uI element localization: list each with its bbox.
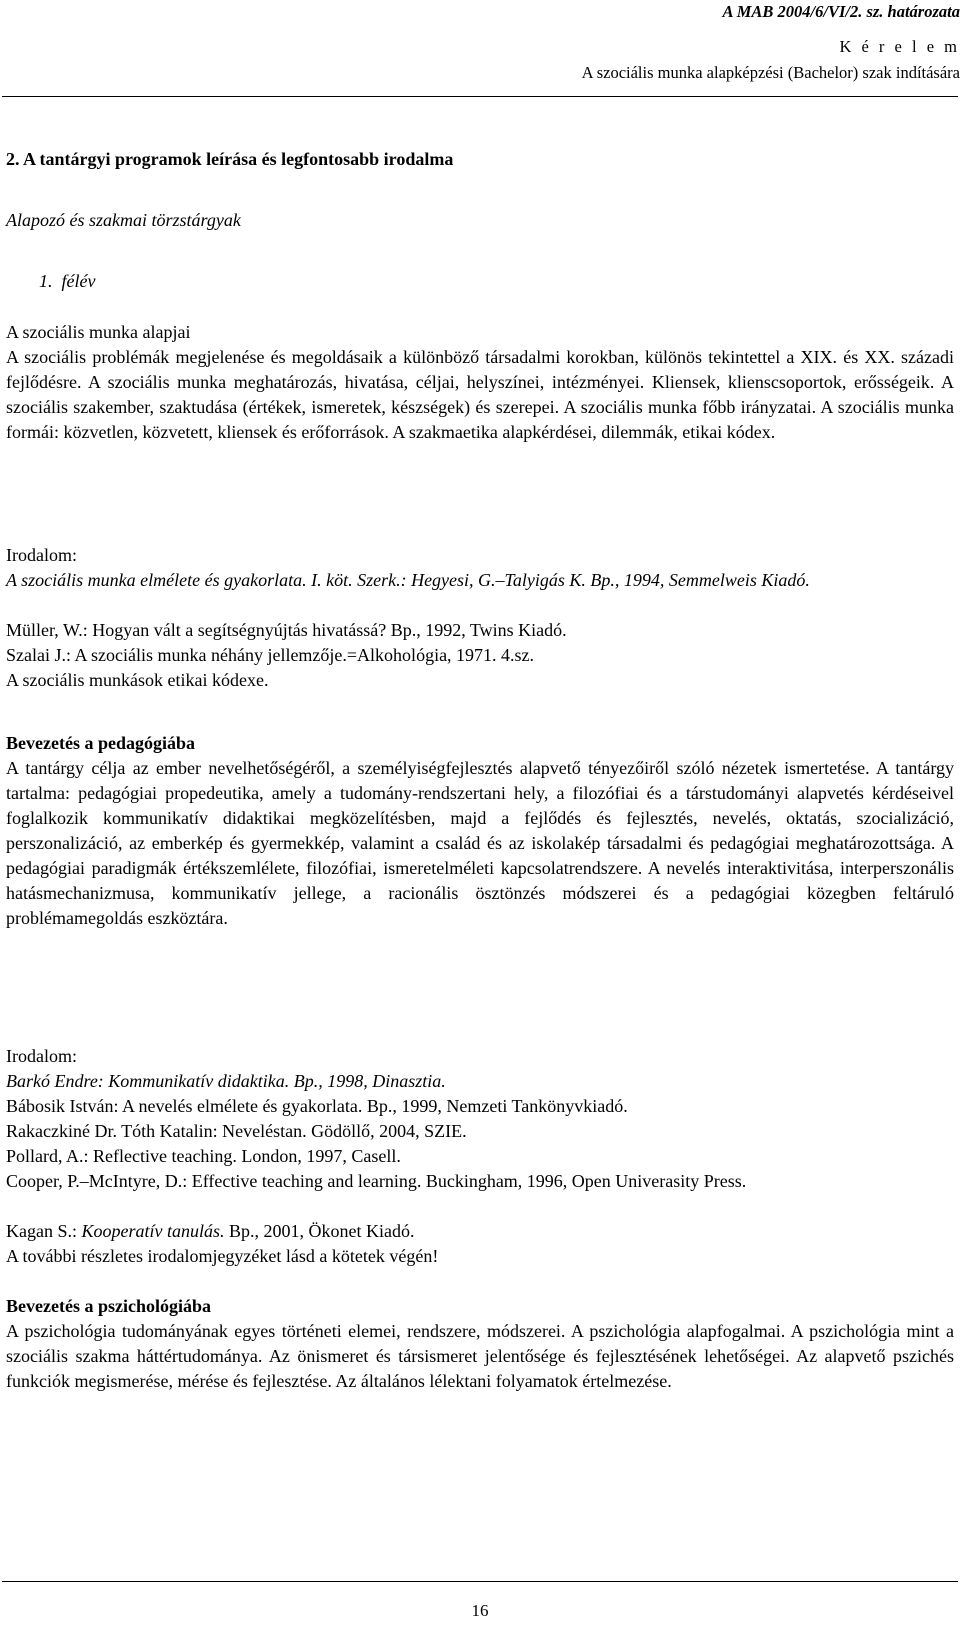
literature-label: Irodalom: xyxy=(6,1046,77,1066)
page-number: 16 xyxy=(471,1601,489,1620)
literature-item: Müller, W.: Hogyan vált a segítségnyújtás hivatássá? Bp., 1992, Twins Kiadó. xyxy=(6,620,567,640)
header-kerelem: K é r e l e m xyxy=(839,37,960,56)
section-title: 2. A tantárgyi programok leírása és legfontosabb irodalma xyxy=(6,149,454,169)
footer-rule xyxy=(2,1581,958,1582)
course-title-social-work: A szociális munka alapjai xyxy=(6,322,191,342)
course-description-social-work: A szociális problémák megjelenése és megoldásaik a különböző társadalmi korokban, különös tekintettel a XIX. és XX. századi fejlődésre. A szociális munka meghatározás, hivatása, céljai, helyszínei, intézményei. Kliensek, klienscsoportok, erősségeik. A szociális szakember, szaktudása (értékek, ismeretek, készségek) és szerepei. A szociális munka főbb irányzatai. A szociális munka formái: közvetlen, közvetett, kliensek és erőforrások. A szakmaetika alapkérdései, dilemmák, etikai kódex. xyxy=(6,347,954,442)
kagan-rest: Bp., 2001, Ökonet Kiadó. xyxy=(229,1221,415,1241)
literature-item: A szociális munka elmélete és gyakorlata. I. köt. Szerk.: Hegyesi, G.–Talyigás K. Bp., 1994, Semmelweis Kiadó. xyxy=(6,570,810,590)
header-subject: A szociális munka alapképzési (Bachelor) szak indítására xyxy=(581,63,960,82)
course-title-psychology: Bevezetés a pszichológiába xyxy=(6,1296,211,1316)
literature-item: Barkó Endre: Kommunikatív didaktika. Bp., 1998, Dinasztia. xyxy=(6,1071,446,1091)
literature-item: Bábosik István: A nevelés elmélete és gyakorlata. Bp., 1999, Nemzeti Tankönyvkiadó. xyxy=(6,1096,628,1116)
semester-label: 1. félév xyxy=(39,271,96,291)
header-decision: A MAB 2004/6/VI/2. sz. határozata xyxy=(722,2,960,21)
course-description-psychology: A pszichológia tudományának egyes történeti elemei, rendszere, módszerei. A pszichológia alapfogalmai. A pszichológia mint a szociális szakma háttértudománya. Az önismeret és társismeret jelentősége és fejlesztésének lehetőségei. Az alapvető pszichés funkciók megismerése, mérése és fejlesztése. Az általános lélektani folyamatok értelmezése. xyxy=(6,1321,954,1391)
course-title-pedagogy: Bevezetés a pedagógiába xyxy=(6,733,195,753)
kagan-title: Kooperatív tanulás. xyxy=(81,1221,225,1241)
literature-item-kagan xyxy=(6,1219,954,1244)
literature-item: Szalai J.: A szociális munka néhány jellemzője.=Alkohológia, 1971. 4.sz. xyxy=(6,645,535,665)
literature-item: Cooper, P.–McIntyre, D.: Effective teaching and learning. Buckingham, 1996, Open Univerasity Press. xyxy=(6,1171,747,1191)
literature-label: Irodalom: xyxy=(6,545,77,565)
literature-item: Rakaczkiné Dr. Tóth Katalin: Neveléstan. Gödöllő, 2004, SZIE. xyxy=(6,1121,467,1141)
subsection-title: Alapozó és szakmai törzstárgyak xyxy=(6,210,241,230)
literature-item: Pollard, A.: Reflective teaching. London, 1997, Casell. xyxy=(6,1146,401,1166)
header-rule xyxy=(2,96,958,97)
literature-item: A szociális munkások etikai kódexe. xyxy=(6,670,269,690)
course-description-pedagogy: A tantárgy célja az ember nevelhetőségéről, a személyiségfejlesztés alapvető tényezőiről szóló nézetek ismertetése. A tantárgy tartalma: pedagógiai propedeutika, amely a tudomány-rendszertani hely, a filozófiai és a társtudományi alapvetés kérdéseivel foglalkozik kommunikatív didaktikai megközelítésben, majd a fejlődés és fejlesztés, nevelés, oktatás, szocializáció, perszonalizáció, az emberkép és gyermekkép, valamint a család és az iskolakép társadalmi és pedagógiai meghatározottsága. A pedagógiai paradigmák értékszemlélete, filozófiai, ismeretelméleti kapcsolatrendszere. A nevelés interaktivitása, interperszonális hatásmechanizmusa, kommunikatív jellege, a racionális ösztönzés módszerei és a pedagógiai közegben feltáruló problémamegoldás eszköztára. xyxy=(6,758,954,928)
kagan-author: Kagan S.: xyxy=(6,1221,77,1241)
literature-note: A további részletes irodalomjegyzéket lásd a kötetek végén! xyxy=(6,1246,439,1266)
